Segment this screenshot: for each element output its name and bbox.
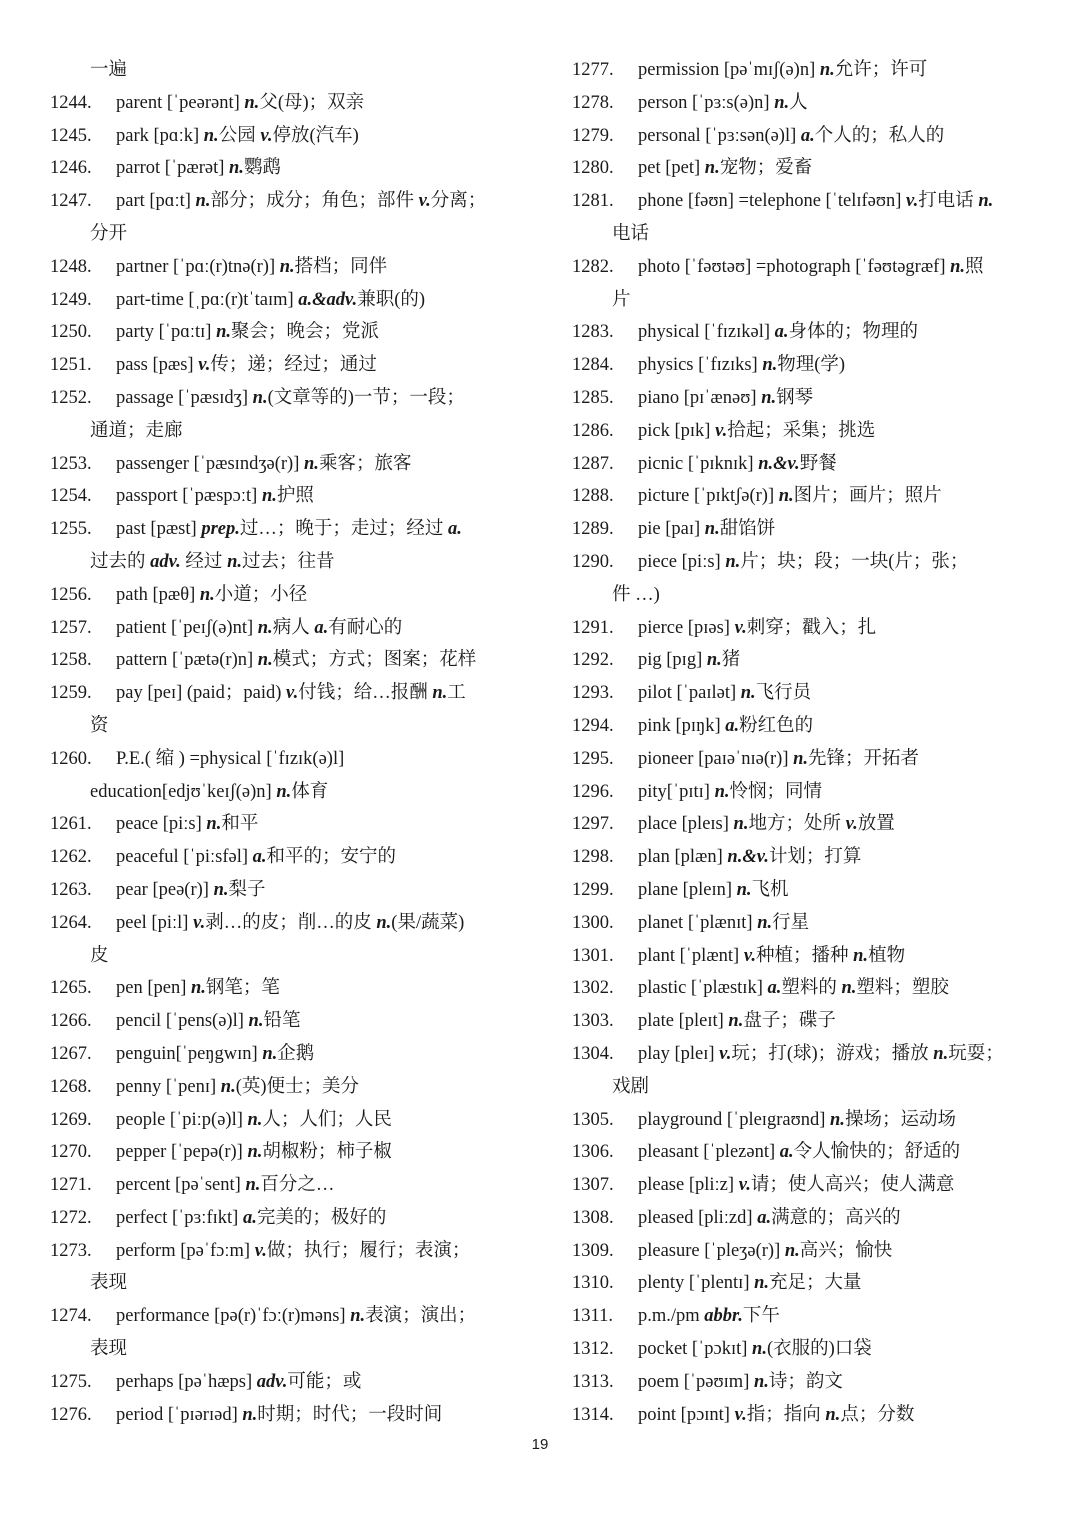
vocab-entry xyxy=(572,710,1034,743)
entry-text: performance [pə(r)ˈfɔː(r)məns] n.表演；演出； xyxy=(116,1306,477,1327)
entry-text: parrot [ˈpærət] n.鹦鹉 xyxy=(116,158,281,179)
vocab-entry xyxy=(572,87,1034,120)
entry-text: party [ˈpɑːtɪ] n.聚会；晚会；党派 xyxy=(116,322,380,343)
entry-number: 1248. xyxy=(50,256,92,277)
entry-number: 1304. xyxy=(572,1043,614,1064)
entry-text: pink [pɪŋk] a.粉红色的 xyxy=(638,715,814,736)
entry-number: 1281. xyxy=(572,191,614,212)
entry-text: 片 xyxy=(612,289,631,310)
entry-text: pleasant [ˈplezənt] a.令人愉快的；舒适的 xyxy=(638,1142,961,1163)
entry-number: 1276. xyxy=(50,1404,92,1425)
vocab-entry xyxy=(572,382,1034,415)
vocab-entry xyxy=(50,612,510,645)
entry-text: pioneer [paɪəˈnɪə(r)] n.先锋；开拓者 xyxy=(638,748,920,769)
entry-number: 1265. xyxy=(50,978,92,999)
entry-text: passage [ˈpæsɪdʒ] n.(文章等的)一节；一段； xyxy=(116,387,465,408)
entry-text: pity[ˈpɪtɪ] n.怜悯；同情 xyxy=(638,781,822,802)
entry-number: 1268. xyxy=(50,1076,92,1097)
entry-text: please [pliːz] v.请；使人高兴；使人满意 xyxy=(638,1175,955,1196)
entry-number: 1256. xyxy=(50,584,92,605)
vocab-entry xyxy=(50,743,510,776)
vocab-entry xyxy=(50,1136,510,1169)
entry-number: 1301. xyxy=(572,945,614,966)
entry-number: 1244. xyxy=(50,92,92,113)
vocab-entry-continuation xyxy=(50,1333,510,1366)
entry-text: plenty [ˈplentɪ] n.充足；大量 xyxy=(638,1273,862,1294)
vocab-entry xyxy=(572,251,1034,284)
entry-number: 1251. xyxy=(50,355,92,376)
entry-number: 1302. xyxy=(572,978,614,999)
entry-text: pepper [ˈpepə(r)] n.胡椒粉；柿子椒 xyxy=(116,1142,392,1163)
entry-text: peaceful [ˈpiːsfəl] a.和平的；安宁的 xyxy=(116,847,397,868)
entry-text: 戏剧 xyxy=(612,1076,650,1097)
vocab-entry xyxy=(50,1235,510,1268)
entry-text: picnic [ˈpɪknɪk] n.&v.野餐 xyxy=(638,453,837,474)
entry-number: 1260. xyxy=(50,748,92,769)
entry-text: penguin[ˈpeŋgwɪn] n.企鹅 xyxy=(116,1043,315,1064)
vocab-entry xyxy=(50,1104,510,1137)
entry-number: 1286. xyxy=(572,420,614,441)
entry-text: planet [ˈplænɪt] n.行星 xyxy=(638,912,810,933)
vocab-entry xyxy=(572,776,1034,809)
entry-text: pilot [ˈpaɪlət] n.飞行员 xyxy=(638,683,812,704)
vocab-entry xyxy=(50,677,510,710)
entry-number: 1310. xyxy=(572,1273,614,1294)
vocab-entry-continuation xyxy=(50,710,510,743)
entry-text: pay [peɪ] (paid；paid) v.付钱；给…报酬 n.工 xyxy=(116,683,466,704)
entry-text: people [ˈpiːp(ə)l] n.人；人们；人民 xyxy=(116,1109,392,1130)
entry-number: 1287. xyxy=(572,453,614,474)
entry-text: 通道；走廊 xyxy=(90,420,183,441)
vocab-entry xyxy=(50,185,510,218)
entry-text: patient [ˈpeɪʃ(ə)nt] n.病人 a.有耐心的 xyxy=(116,617,403,638)
entry-number: 1258. xyxy=(50,650,92,671)
vocab-entry-continuation xyxy=(50,776,510,809)
entry-number: 1264. xyxy=(50,912,92,933)
vocab-entry xyxy=(50,1366,510,1399)
entry-text: partner [ˈpɑː(r)tnə(r)] n.搭档；同伴 xyxy=(116,256,388,277)
entry-number: 1275. xyxy=(50,1371,92,1392)
vocab-entry xyxy=(572,448,1034,481)
vocab-entry-continuation xyxy=(50,1267,510,1300)
entry-text: perfect [ˈpɜːfɪkt] a.完美的；极好的 xyxy=(116,1207,387,1228)
entry-number: 1297. xyxy=(572,814,614,835)
vocab-entry xyxy=(572,316,1034,349)
entry-text: permission [pəˈmɪʃ(ə)n] n.允许；许可 xyxy=(638,60,928,80)
entry-text: pleased [pliːzd] a.满意的；高兴的 xyxy=(638,1207,901,1228)
vocab-entry-continuation xyxy=(50,940,510,973)
entry-text: peel [piːl] v.剥…的皮；削…的皮 n.(果/蔬菜) xyxy=(116,912,465,933)
entry-text: passport [ˈpæspɔːt] n.护照 xyxy=(116,486,314,507)
vocab-entry xyxy=(50,1300,510,1333)
page-number: 19 xyxy=(531,1436,549,1453)
entry-number: 1273. xyxy=(50,1240,92,1261)
entry-number: 1303. xyxy=(572,1011,614,1032)
vocab-entry xyxy=(572,1136,1034,1169)
vocab-entry-continuation xyxy=(50,54,510,87)
vocab-entry xyxy=(572,940,1034,973)
entry-text: point [pɔɪnt] v.指；指向 n.点；分数 xyxy=(638,1404,915,1425)
entry-text: 资 xyxy=(90,715,109,736)
entry-text: pattern [ˈpætə(r)n] n.模式；方式；图案；花样 xyxy=(116,650,477,671)
entry-text: path [pæθ] n.小道；小径 xyxy=(116,584,308,605)
entry-number: 1267. xyxy=(50,1043,92,1064)
vocab-entry xyxy=(572,841,1034,874)
vocab-entry xyxy=(50,808,510,841)
entry-text: phone [fəʊn] =telephone [ˈtelɪfəʊn] v.打电话 n. xyxy=(638,191,994,212)
entry-text: pie [paɪ] n.甜馅饼 xyxy=(638,519,776,540)
entry-number: 1262. xyxy=(50,847,92,868)
entry-number: 1269. xyxy=(50,1109,92,1130)
entry-number: 1261. xyxy=(50,814,92,835)
entry-number: 1308. xyxy=(572,1207,614,1228)
vocab-entry xyxy=(50,513,510,546)
entry-text: picture [ˈpɪktʃə(r)] n.图片；画片；照片 xyxy=(638,486,942,507)
right-column xyxy=(572,54,1034,1431)
entry-text: pleasure [ˈpleʒə(r)] n.高兴；愉快 xyxy=(638,1240,893,1261)
entry-text: park [pɑːk] n.公园 v.停放(汽车) xyxy=(116,125,359,146)
entry-text: P.E.( 缩 ) =physical [ˈfɪzɪk(ə)l] xyxy=(116,748,345,769)
vocab-entry xyxy=(50,1071,510,1104)
entry-text: pencil [ˈpens(ə)l] n.铅笔 xyxy=(116,1011,301,1032)
entry-text: 件 …) xyxy=(612,584,660,605)
entry-number: 1245. xyxy=(50,125,92,146)
entry-number: 1270. xyxy=(50,1142,92,1163)
vocab-entry xyxy=(572,54,1034,87)
entry-number: 1291. xyxy=(572,617,614,638)
vocab-entry xyxy=(572,612,1034,645)
entry-number: 1309. xyxy=(572,1240,614,1261)
entry-number: 1250. xyxy=(50,322,92,343)
vocab-entry xyxy=(50,316,510,349)
entry-number: 1263. xyxy=(50,879,92,900)
vocab-entry-continuation xyxy=(572,1071,1034,1104)
vocab-entry xyxy=(50,1202,510,1235)
vocab-entry xyxy=(572,415,1034,448)
vocab-entry xyxy=(50,284,510,317)
vocab-entry xyxy=(50,152,510,185)
entry-text: 一遍 xyxy=(90,60,128,80)
entry-text: pass [pæs] v.传；递；经过；通过 xyxy=(116,355,377,376)
vocab-entry xyxy=(50,579,510,612)
entry-text: 分开 xyxy=(90,223,128,244)
vocab-entry xyxy=(50,1038,510,1071)
entry-number: 1300. xyxy=(572,912,614,933)
vocab-entry xyxy=(572,808,1034,841)
entry-text: perhaps [pəˈhæps] adv.可能；或 xyxy=(116,1371,362,1392)
vocab-entry xyxy=(50,1399,510,1432)
entry-text: poem [ˈpəʊɪm] n.诗；韵文 xyxy=(638,1371,843,1392)
entry-number: 1285. xyxy=(572,387,614,408)
vocab-entry xyxy=(50,841,510,874)
vocab-entry xyxy=(572,1300,1034,1333)
vocab-entry xyxy=(572,1038,1034,1071)
entry-text: parent [ˈpeərənt] n.父(母)；双亲 xyxy=(116,92,365,113)
entry-text: 过去的 adv. 经过 n.过去；往昔 xyxy=(90,551,335,572)
vocab-entry xyxy=(572,1333,1034,1366)
entry-number: 1288. xyxy=(572,486,614,507)
entry-text: piece [piːs] n.片；块；段；一块(片；张； xyxy=(638,551,969,572)
entry-number: 1298. xyxy=(572,847,614,868)
vocab-entry xyxy=(572,1169,1034,1202)
entry-text: perform [pəˈfɔːm] v.做；执行；履行；表演； xyxy=(116,1240,471,1261)
vocab-entry xyxy=(50,448,510,481)
vocab-entry xyxy=(572,185,1034,218)
vocab-entry-continuation xyxy=(572,579,1034,612)
entry-number: 1246. xyxy=(50,158,92,179)
vocab-entry xyxy=(572,1267,1034,1300)
vocab-entry xyxy=(50,120,510,153)
entry-text: physical [ˈfɪzɪkəl] a.身体的；物理的 xyxy=(638,322,919,343)
vocab-entry xyxy=(50,87,510,120)
vocab-entry xyxy=(572,874,1034,907)
entry-number: 1280. xyxy=(572,158,614,179)
entry-number: 1296. xyxy=(572,781,614,802)
vocab-entry xyxy=(572,677,1034,710)
entry-text: 电话 xyxy=(612,223,650,244)
vocab-entry xyxy=(572,480,1034,513)
entry-number: 1283. xyxy=(572,322,614,343)
entry-text: pet [pet] n.宠物；爱畜 xyxy=(638,158,813,179)
entry-number: 1278. xyxy=(572,92,614,113)
entry-text: personal [ˈpɜːsən(ə)l] a.个人的；私人的 xyxy=(638,125,945,146)
entry-text: pig [pɪg] n.猪 xyxy=(638,650,741,671)
entry-number: 1292. xyxy=(572,650,614,671)
vocab-entry xyxy=(572,1202,1034,1235)
vocab-entry xyxy=(572,349,1034,382)
entry-number: 1307. xyxy=(572,1175,614,1196)
entry-text: plan [plæn] n.&v.计划；打算 xyxy=(638,847,862,868)
entry-text: pen [pen] n.钢笔；笔 xyxy=(116,978,280,999)
vocab-entry xyxy=(50,1005,510,1038)
vocab-entry xyxy=(50,1169,510,1202)
entry-text: past [pæst] prep.过…；晚于；走过；经过 a. xyxy=(116,519,462,540)
entry-text: plane [pleɪn] n.飞机 xyxy=(638,879,789,900)
entry-number: 1272. xyxy=(50,1207,92,1228)
entry-text: 表现 xyxy=(90,1273,128,1294)
entry-text: p.m./pm abbr.下午 xyxy=(638,1306,780,1327)
entry-number: 1290. xyxy=(572,551,614,572)
entry-text: education[edjʊˈkeɪʃ(ə)n] n.体育 xyxy=(90,781,329,802)
vocab-entry xyxy=(572,513,1034,546)
entry-text: physics [ˈfɪzɪks] n.物理(学) xyxy=(638,355,846,376)
entry-text: person [ˈpɜːs(ə)n] n.人 xyxy=(638,92,808,113)
vocab-entry xyxy=(50,874,510,907)
entry-number: 1294. xyxy=(572,715,614,736)
vocab-entry-continuation xyxy=(50,218,510,251)
entry-text: piano [pɪˈænəʊ] n.钢琴 xyxy=(638,387,814,408)
left-column xyxy=(50,54,510,1431)
vocab-entry xyxy=(50,251,510,284)
entry-number: 1314. xyxy=(572,1404,614,1425)
entry-number: 1252. xyxy=(50,387,92,408)
entry-number: 1299. xyxy=(572,879,614,900)
vocab-entry xyxy=(572,1104,1034,1137)
entry-number: 1295. xyxy=(572,748,614,769)
entry-number: 1254. xyxy=(50,486,92,507)
entry-number: 1305. xyxy=(572,1109,614,1130)
vocab-entry-continuation xyxy=(572,218,1034,251)
entry-number: 1247. xyxy=(50,191,92,212)
entry-text: part-time [ˌpɑː(r)tˈtaɪm] a.&adv.兼职(的) xyxy=(116,289,426,310)
vocab-entry-continuation xyxy=(572,284,1034,317)
vocab-entry xyxy=(572,1399,1034,1432)
vocab-entry xyxy=(572,907,1034,940)
entry-number: 1277. xyxy=(572,60,614,80)
vocab-entry xyxy=(50,382,510,415)
vocab-entry xyxy=(572,120,1034,153)
vocab-entry xyxy=(572,1366,1034,1399)
entry-text: peace [piːs] n.和平 xyxy=(116,814,259,835)
vocab-entry xyxy=(572,644,1034,677)
entry-text: plate [pleɪt] n.盘子；碟子 xyxy=(638,1011,836,1032)
entry-number: 1259. xyxy=(50,683,92,704)
entry-text: plant [ˈplænt] v.种植；播种 n.植物 xyxy=(638,945,906,966)
entry-text: pear [peə(r)] n.梨子 xyxy=(116,879,266,900)
entry-number: 1253. xyxy=(50,453,92,474)
entry-text: pick [pɪk] v.拾起；采集；挑选 xyxy=(638,420,876,441)
entry-number: 1293. xyxy=(572,683,614,704)
entry-number: 1282. xyxy=(572,256,614,277)
entry-number: 1311. xyxy=(572,1306,613,1327)
vocab-entry xyxy=(572,972,1034,1005)
vocab-entry-continuation xyxy=(50,415,510,448)
entry-number: 1255. xyxy=(50,519,92,540)
entry-text: play [pleɪ] v.玩；打(球)；游戏；播放 n.玩耍； xyxy=(638,1043,1004,1064)
vocab-entry xyxy=(50,644,510,677)
entry-number: 1266. xyxy=(50,1011,92,1032)
entry-number: 1313. xyxy=(572,1371,614,1392)
entry-text: part [pɑːt] n.部分；成分；角色；部件 v.分离； xyxy=(116,191,487,212)
entry-text: photo [ˈfəʊtəʊ] =photograph [ˈfəʊtəgræf] n.照 xyxy=(638,256,984,277)
entry-number: 1306. xyxy=(572,1142,614,1163)
vocab-entry xyxy=(572,152,1034,185)
entry-number: 1284. xyxy=(572,355,614,376)
entry-text: playground [ˈpleɪgraʊnd] n.操场；运动场 xyxy=(638,1109,956,1130)
entry-text: pierce [pɪəs] v.刺穿；戳入；扎 xyxy=(638,617,877,638)
entry-text: plastic [ˈplæstɪk] a.塑料的 n.塑料；塑胶 xyxy=(638,978,949,999)
entry-text: penny [ˈpenɪ] n.(英)便士；美分 xyxy=(116,1076,360,1097)
vocab-entry xyxy=(50,907,510,940)
vocab-entry-continuation xyxy=(50,546,510,579)
entry-text: 皮 xyxy=(90,945,109,966)
vocab-entry xyxy=(50,972,510,1005)
entry-number: 1274. xyxy=(50,1306,92,1327)
entry-text: passenger [ˈpæsɪndʒə(r)] n.乘客；旅客 xyxy=(116,453,412,474)
entry-text: place [pleɪs] n.地方；处所 v.放置 xyxy=(638,814,895,835)
vocab-entry xyxy=(572,1005,1034,1038)
entry-text: 表现 xyxy=(90,1339,128,1360)
vocab-entry xyxy=(50,349,510,382)
vocab-entry xyxy=(572,1235,1034,1268)
entry-text: period [ˈpɪərɪəd] n.时期；时代；一段时间 xyxy=(116,1404,443,1425)
entry-number: 1289. xyxy=(572,519,614,540)
entry-number: 1279. xyxy=(572,125,614,146)
entry-text: percent [pəˈsent] n.百分之… xyxy=(116,1175,335,1196)
entry-number: 1257. xyxy=(50,617,92,638)
entry-number: 1271. xyxy=(50,1175,92,1196)
vocab-entry xyxy=(572,546,1034,579)
entry-number: 1249. xyxy=(50,289,92,310)
vocab-entry xyxy=(50,480,510,513)
entry-text: pocket [ˈpɔkɪt] n.(衣服的)口袋 xyxy=(638,1339,872,1360)
entry-number: 1312. xyxy=(572,1339,614,1360)
vocab-entry xyxy=(572,743,1034,776)
